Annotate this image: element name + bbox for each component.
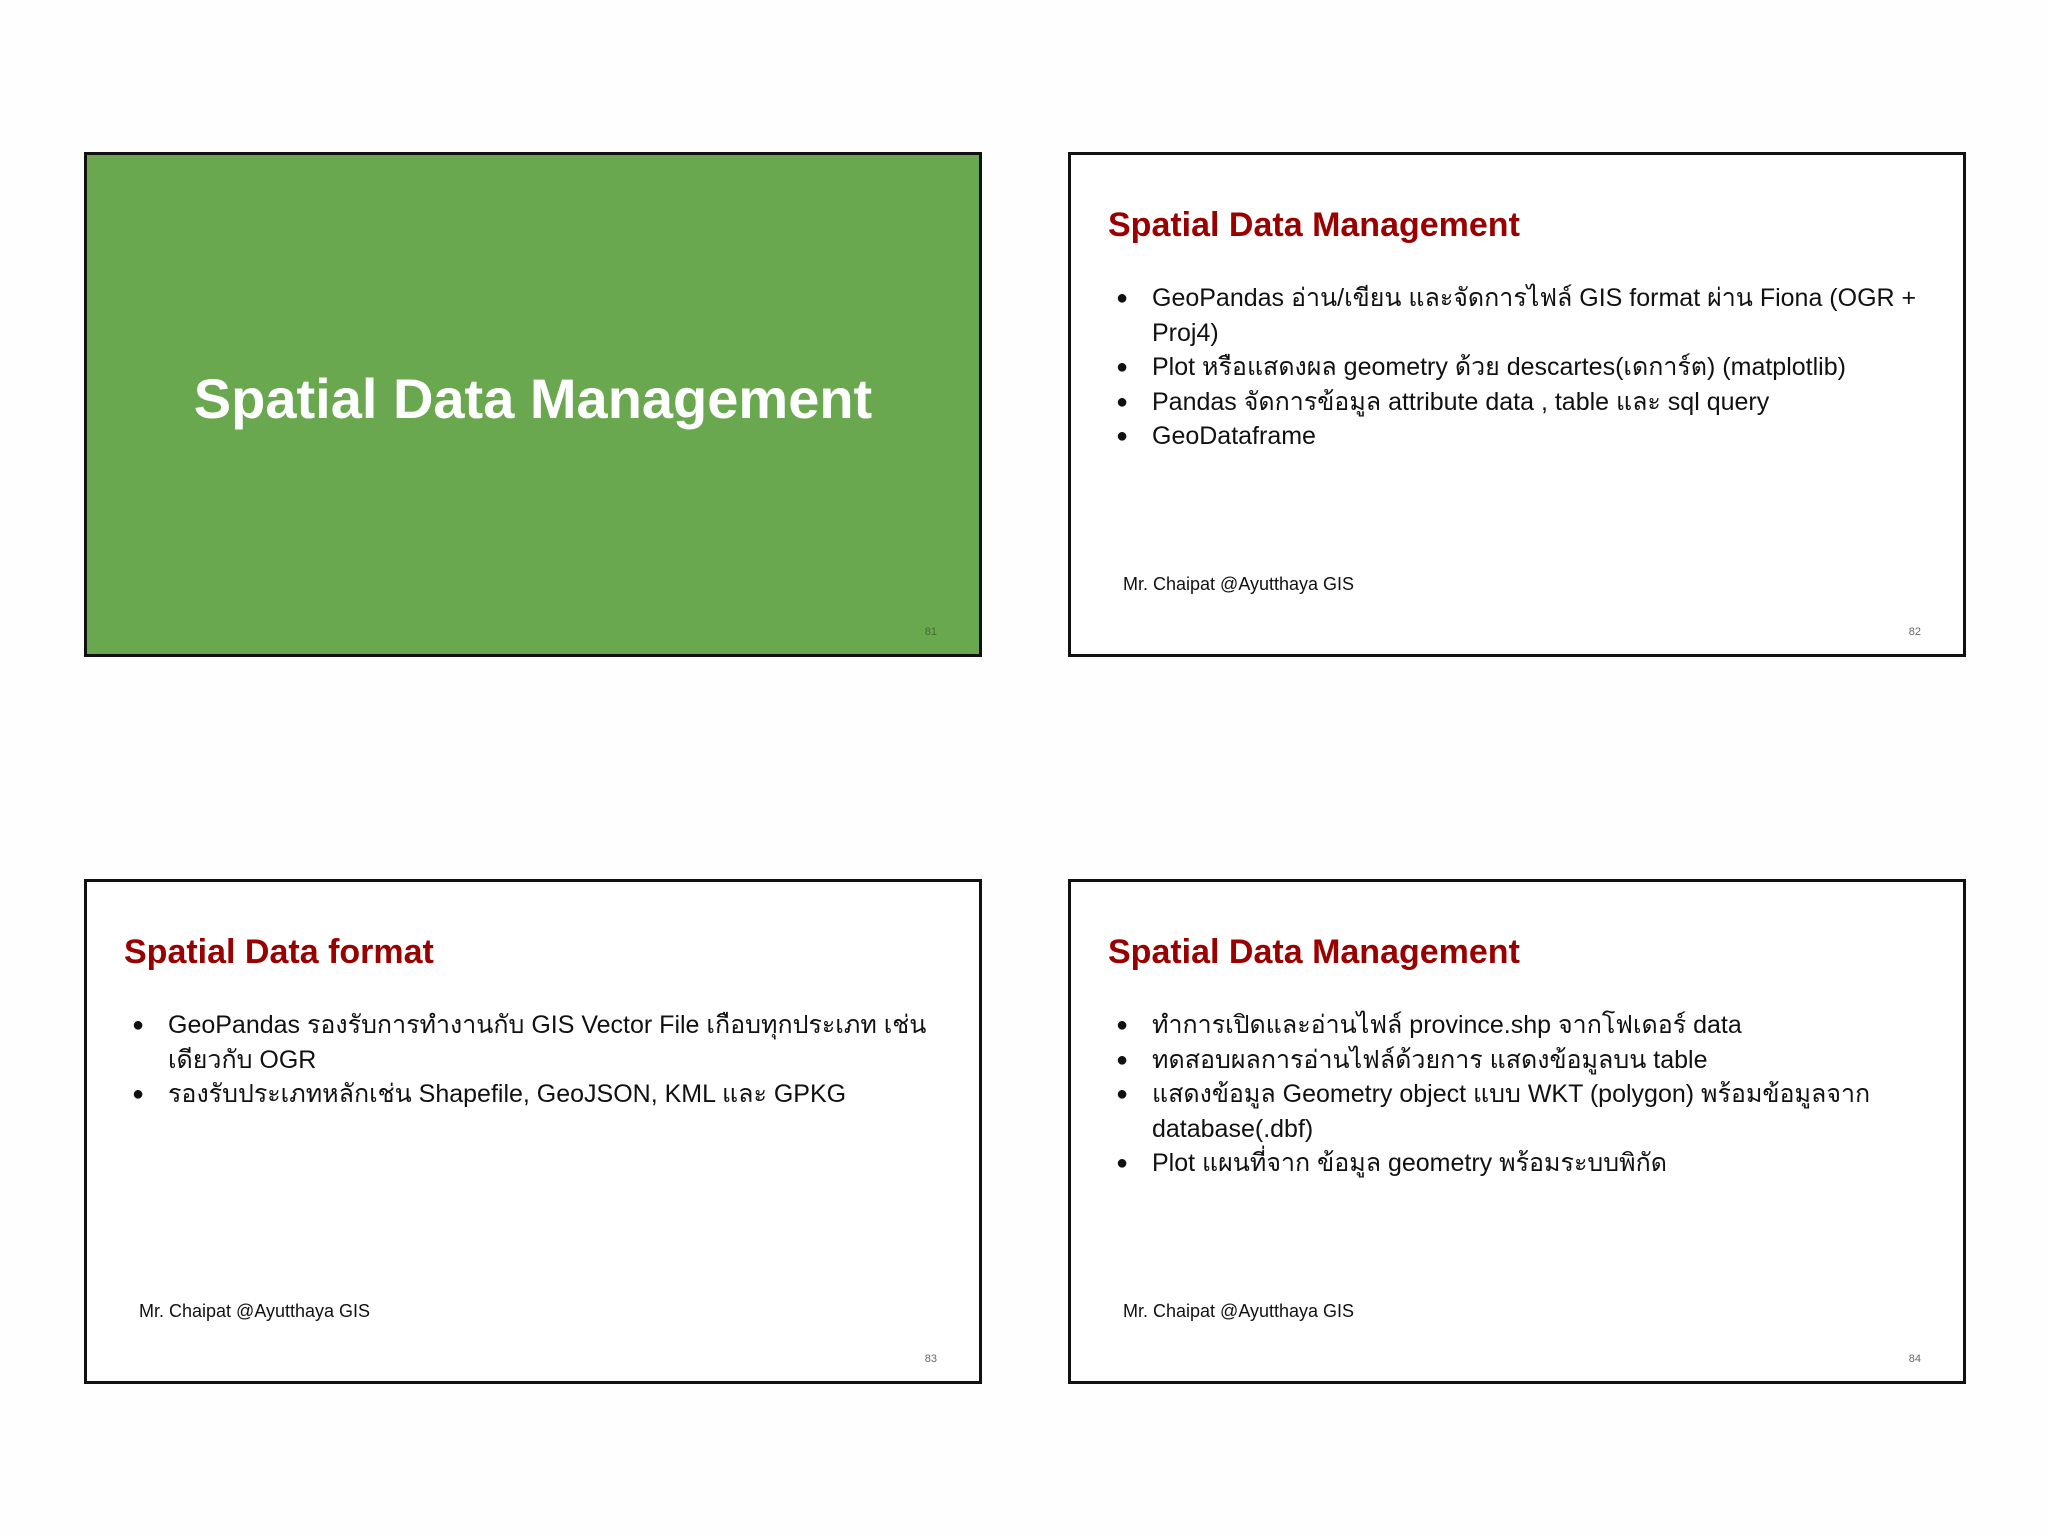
bullet-item — [1108, 1043, 1933, 1078]
bullet-dot-icon: ● — [132, 1083, 145, 1105]
slide-number: 84 — [1908, 1353, 1921, 1365]
bullet-dot-icon: ● — [1116, 356, 1129, 378]
bullet-text: GeoPandas อ่าน/เขียน และจัดการไฟล์ GIS format ผ่าน Fiona (OGR + Proj4) — [1152, 284, 1917, 347]
bullet-text: GeoDataframe — [1152, 422, 1316, 450]
slide-footer: Mr. Chaipat @Ayutthaya GIS — [139, 1301, 371, 1321]
bullet-dot-icon: ● — [1116, 425, 1129, 447]
bullet-item — [1108, 419, 1933, 454]
slide-heading: Spatial Data Management — [1108, 206, 1520, 244]
bullet-list — [1108, 281, 1933, 454]
bullet-item — [124, 1008, 949, 1077]
slide-82 — [1068, 152, 1966, 657]
bullet-text: Plot หรือแสดงผล geometry ด้วย descartes(เดการ์ต) (matplotlib) — [1152, 353, 1846, 381]
bullet-text: รองรับประเภทหลักเช่น Shapefile, GeoJSON, KML และ GPKG — [168, 1080, 847, 1108]
bullet-item — [1108, 385, 1933, 420]
slide-number: 82 — [1908, 626, 1921, 638]
bullet-list — [1108, 1008, 1933, 1181]
bullet-item — [1108, 350, 1933, 385]
slide-83 — [84, 879, 982, 1384]
bullet-text: Plot แผนที่จาก ข้อมูล geometry พร้อมระบบพิกัด — [1152, 1149, 1667, 1177]
bullet-item — [1108, 1146, 1933, 1181]
bullet-text: ทำการเปิดและอ่านไฟล์ province.shp จากโฟเดอร์ data — [1152, 1011, 1742, 1039]
slide-number: 83 — [924, 1353, 937, 1365]
bullet-text: ทดสอบผลการอ่านไฟล์ด้วยการ แสดงข้อมูลบน table — [1152, 1045, 1708, 1074]
bullet-dot-icon: ● — [1116, 390, 1129, 413]
slide-heading: Spatial Data format — [124, 933, 434, 971]
bullet-list — [124, 1008, 949, 1112]
slide-heading: Spatial Data Management — [1108, 933, 1520, 971]
slide-footer: Mr. Chaipat @Ayutthaya GIS — [1123, 574, 1355, 594]
bullet-dot-icon: ● — [1116, 1048, 1129, 1071]
bullet-item — [1108, 1077, 1933, 1146]
slide-number: 81 — [924, 626, 937, 638]
slide-footer: Mr. Chaipat @Ayutthaya GIS — [1123, 1301, 1355, 1321]
bullet-dot-icon: ● — [1116, 1152, 1129, 1174]
bullet-item — [124, 1077, 949, 1112]
bullet-dot-icon: ● — [1116, 1014, 1129, 1036]
bullet-dot-icon: ● — [1116, 1083, 1129, 1105]
bullet-text: Pandas จัดการข้อมูล attribute data , table และ sql query — [1152, 387, 1770, 416]
bullet-item — [1108, 1008, 1933, 1043]
slide-81 — [84, 152, 982, 657]
bullet-dot-icon: ● — [132, 1014, 145, 1036]
bullet-text: GeoPandas รองรับการทำงานกับ GIS Vector File เกือบทุกประเภท เช่นเดียวกับ OGR — [168, 1011, 927, 1074]
bullet-item — [1108, 281, 1933, 350]
slide-title: Spatial Data Management — [193, 367, 873, 430]
slide-84 — [1068, 879, 1966, 1384]
bullet-dot-icon: ● — [1116, 287, 1129, 309]
bullet-text: แสดงข้อมูล Geometry object แบบ WKT (polygon) พร้อมข้อมูลจาก database(.dbf) — [1152, 1080, 1871, 1143]
